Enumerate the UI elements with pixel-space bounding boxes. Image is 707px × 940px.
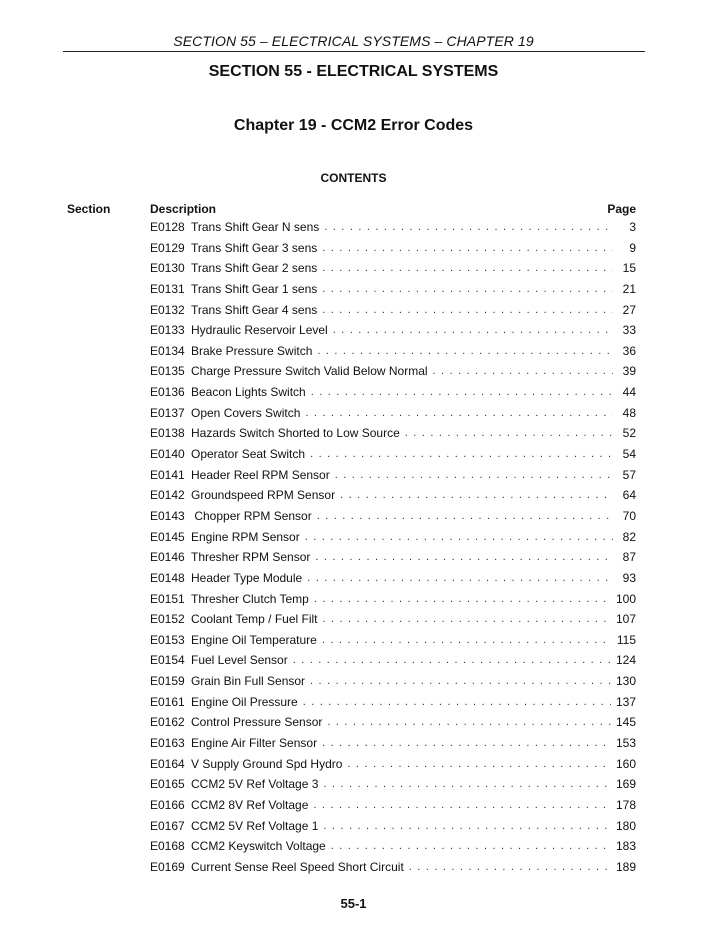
toc-entry[interactable]: [150, 798, 636, 819]
toc-dot-leader: [323, 820, 611, 832]
toc-entry[interactable]: [150, 592, 636, 613]
toc-entry-code: E0142: [150, 488, 185, 503]
toc-entry-description: Engine Air Filter Sensor: [191, 736, 318, 751]
toc-entry-code: E0165: [150, 777, 185, 792]
toc-entry-description: Engine RPM Sensor: [191, 529, 300, 544]
toc-entry-page: 64: [622, 488, 636, 503]
toc-dot-leader: [405, 427, 613, 439]
toc-entry-code: E0162: [150, 715, 185, 730]
header-rule: [63, 51, 645, 52]
toc-dot-leader: [322, 737, 611, 749]
toc-dot-leader: [340, 489, 613, 501]
toc-dot-leader: [347, 758, 611, 770]
toc-entry-page: 145: [615, 715, 636, 730]
toc-dot-leader: [322, 283, 613, 295]
toc-dot-leader: [315, 551, 613, 563]
toc-entry-page: 15: [622, 261, 636, 276]
toc-entry[interactable]: [150, 839, 636, 860]
toc-dot-leader: [310, 675, 611, 687]
toc-entry-page: 93: [622, 570, 636, 585]
toc-entry-code: E0137: [150, 405, 185, 420]
toc-entry-page: 21: [622, 281, 636, 296]
toc-entry[interactable]: [150, 715, 636, 736]
toc-entry-description: Chopper RPM Sensor: [191, 508, 312, 523]
toc-entry-code: E0148: [150, 570, 185, 585]
toc-entry[interactable]: [150, 530, 636, 551]
section-title: SECTION 55 - ELECTRICAL SYSTEMS: [208, 63, 499, 80]
toc-entry-description: Trans Shift Gear 1 sens: [191, 281, 318, 296]
toc-entry-page: 9: [629, 240, 636, 255]
toc-entry-page: 52: [622, 426, 636, 441]
toc-entry-page: 33: [622, 323, 636, 338]
toc-entry-code: E0163: [150, 736, 185, 751]
toc-entry[interactable]: [150, 303, 636, 324]
toc-entry-description: Thresher Clutch Temp: [191, 591, 309, 606]
toc-entry-page: 153: [615, 736, 636, 751]
toc-entry-code: E0143: [150, 508, 185, 523]
toc-entry-description: Hazards Switch Shorted to Low Source: [191, 426, 400, 441]
toc-entry-page: 107: [615, 612, 636, 627]
toc-entry-page: 115: [616, 632, 636, 647]
toc-dot-leader: [311, 386, 613, 398]
toc-entry-code: E0146: [150, 550, 185, 565]
toc-entry-code: E0128: [150, 220, 185, 234]
toc-entry-description: Thresher RPM Sensor: [191, 550, 311, 565]
toc-entry-description: Trans Shift Gear 4 sens: [191, 302, 318, 317]
toc-entry[interactable]: [150, 241, 636, 262]
toc-entry-page: 44: [622, 385, 636, 400]
toc-entry[interactable]: [150, 633, 636, 654]
toc-entry-description: Control Pressure Sensor: [191, 715, 323, 730]
toc-entry-page: 183: [615, 839, 636, 854]
toc-entry-page: 48: [622, 405, 636, 420]
toc-dot-leader: [317, 510, 613, 522]
page-number: 55-1: [340, 896, 367, 911]
toc-entry-code: E0131: [150, 281, 185, 296]
toc-entry-page: 100: [615, 591, 636, 606]
toc-entry-page: 36: [622, 343, 636, 358]
toc-entry-page: 160: [615, 756, 636, 771]
toc-entry-description: Trans Shift Gear N sens: [191, 220, 320, 234]
toc-entry-page: 27: [622, 302, 636, 317]
toc-entry-code: E0141: [150, 467, 185, 482]
toc-entry-description: CCM2 5V Ref Voltage 3: [191, 777, 319, 792]
toc-entry[interactable]: [150, 736, 636, 757]
toc-dot-leader: [303, 696, 611, 708]
toc-entry-description: Grain Bin Full Sensor: [191, 674, 306, 689]
toc-entry-description: Current Sense Reel Speed Short Circuit: [191, 859, 404, 874]
column-header-description: Description: [150, 202, 217, 216]
toc-entry[interactable]: [150, 220, 636, 241]
toc-entry-code: E0167: [150, 818, 185, 833]
toc-dot-leader: [313, 799, 611, 811]
toc-entry-description: Groundspeed RPM Sensor: [191, 488, 336, 503]
toc-entry[interactable]: [150, 344, 636, 365]
toc-entry-description: V Supply Ground Spd Hydro: [191, 756, 343, 771]
table-of-contents: [150, 220, 636, 881]
toc-dot-leader: [314, 593, 611, 605]
toc-entry-code: E0136: [150, 385, 185, 400]
toc-entry-code: E0135: [150, 364, 185, 379]
contents-title: CONTENTS: [320, 171, 387, 185]
toc-entry-description: Engine Oil Pressure: [191, 694, 298, 709]
toc-entry[interactable]: [150, 261, 636, 282]
toc-dot-leader: [324, 221, 613, 233]
toc-dot-leader: [409, 861, 611, 873]
toc-entry-description: CCM2 8V Ref Voltage: [191, 797, 309, 812]
toc-entry[interactable]: [150, 509, 636, 530]
toc-entry-code: E0134: [150, 343, 185, 358]
toc-entry[interactable]: [150, 282, 636, 303]
toc-entry-page: 54: [622, 447, 636, 462]
toc-entry-page: 3: [629, 220, 636, 234]
toc-dot-leader: [310, 448, 613, 460]
toc-entry-page: 57: [622, 467, 636, 482]
running-header: SECTION 55 – ELECTRICAL SYSTEMS – CHAPTER 19: [173, 33, 534, 49]
toc-entry[interactable]: [150, 653, 636, 674]
toc-dot-leader: [293, 654, 611, 666]
toc-entry-page: 180: [615, 818, 636, 833]
toc-entry[interactable]: [150, 571, 636, 592]
toc-entry-page: 130: [615, 674, 636, 689]
toc-entry[interactable]: [150, 674, 636, 695]
toc-entry-description: Header Reel RPM Sensor: [191, 467, 330, 482]
toc-entry-page: 87: [622, 550, 636, 565]
column-header-page: Page: [607, 202, 636, 216]
toc-entry-page: 70: [622, 508, 636, 523]
toc-entry[interactable]: [150, 819, 636, 840]
toc-entry[interactable]: [150, 323, 636, 344]
toc-entry-description: Trans Shift Gear 3 sens: [191, 240, 318, 255]
toc-entry-description: Brake Pressure Switch: [191, 343, 313, 358]
toc-entry[interactable]: [150, 426, 636, 447]
toc-entry-code: E0145: [150, 529, 185, 544]
toc-entry-code: E0159: [150, 674, 185, 689]
toc-entry-description: Charge Pressure Switch Valid Below Normal: [191, 364, 428, 379]
toc-entry-code: E0161: [150, 694, 185, 709]
toc-entry-page: 137: [615, 694, 636, 709]
toc-entry-description: Open Covers Switch: [191, 405, 301, 420]
toc-entry-code: E0169: [150, 859, 185, 874]
toc-entry-description: Operator Seat Switch: [191, 447, 306, 462]
toc-entry-page: 189: [615, 859, 636, 874]
toc-entry-description: Header Type Module: [191, 570, 303, 585]
toc-dot-leader: [323, 613, 611, 625]
toc-entry[interactable]: [150, 488, 636, 509]
toc-entry-code: E0152: [150, 612, 185, 627]
toc-entry-code: E0138: [150, 426, 185, 441]
toc-dot-leader: [305, 531, 613, 543]
toc-dot-leader: [307, 572, 613, 584]
toc-entry-code: E0132: [150, 302, 185, 317]
column-header-section: Section: [67, 202, 111, 216]
toc-dot-leader: [323, 778, 611, 790]
toc-entry-description: CCM2 5V Ref Voltage 1: [191, 818, 319, 833]
toc-entry-code: E0168: [150, 839, 185, 854]
toc-entry[interactable]: [150, 757, 636, 778]
toc-dot-leader: [322, 634, 612, 646]
toc-entry[interactable]: [150, 385, 636, 406]
toc-entry[interactable]: [150, 550, 636, 571]
toc-entry-code: E0166: [150, 797, 185, 812]
toc-entry[interactable]: [150, 695, 636, 716]
toc-entry-code: E0140: [150, 447, 185, 462]
toc-entry-code: E0129: [150, 240, 185, 255]
toc-entry-code: E0154: [150, 653, 185, 668]
toc-entry-code: E0164: [150, 756, 185, 771]
toc-entry-code: E0133: [150, 323, 185, 338]
toc-entry-page: 169: [615, 777, 636, 792]
toc-entry-page: 39: [622, 364, 636, 379]
toc-entry[interactable]: [150, 612, 636, 633]
toc-entry[interactable]: [150, 406, 636, 427]
toc-entry-code: E0151: [150, 591, 185, 606]
toc-dot-leader: [433, 365, 613, 377]
toc-entry-description: Fuel Level Sensor: [191, 653, 288, 668]
toc-entry[interactable]: [150, 447, 636, 468]
toc-dot-leader: [322, 242, 613, 254]
toc-entry-page: 124: [615, 653, 636, 668]
toc-entry[interactable]: [150, 364, 636, 385]
toc-entry-description: Engine Oil Temperature: [191, 632, 317, 647]
toc-dot-leader: [322, 262, 613, 274]
toc-entry-description: Coolant Temp / Fuel Filt: [191, 612, 318, 627]
toc-entry-description: Hydraulic Reservoir Level: [191, 323, 328, 338]
toc-dot-leader: [305, 407, 613, 419]
toc-entry-code: E0130: [150, 261, 185, 276]
toc-entry-page: 82: [622, 529, 636, 544]
toc-dot-leader: [335, 469, 613, 481]
toc-dot-leader: [327, 716, 611, 728]
toc-dot-leader: [331, 840, 611, 852]
toc-dot-leader: [333, 324, 613, 336]
toc-entry[interactable]: [150, 777, 636, 798]
toc-dot-leader: [317, 345, 613, 357]
toc-entry-description: Beacon Lights Switch: [191, 385, 306, 400]
toc-dot-leader: [322, 304, 613, 316]
toc-entry[interactable]: [150, 860, 636, 881]
chapter-title: Chapter 19 - CCM2 Error Codes: [233, 117, 474, 134]
toc-entry-description: CCM2 Keyswitch Voltage: [191, 839, 326, 854]
toc-entry[interactable]: [150, 468, 636, 489]
toc-entry-description: Trans Shift Gear 2 sens: [191, 261, 318, 276]
toc-entry-page: 178: [615, 797, 636, 812]
toc-entry-code: E0153: [150, 632, 185, 647]
